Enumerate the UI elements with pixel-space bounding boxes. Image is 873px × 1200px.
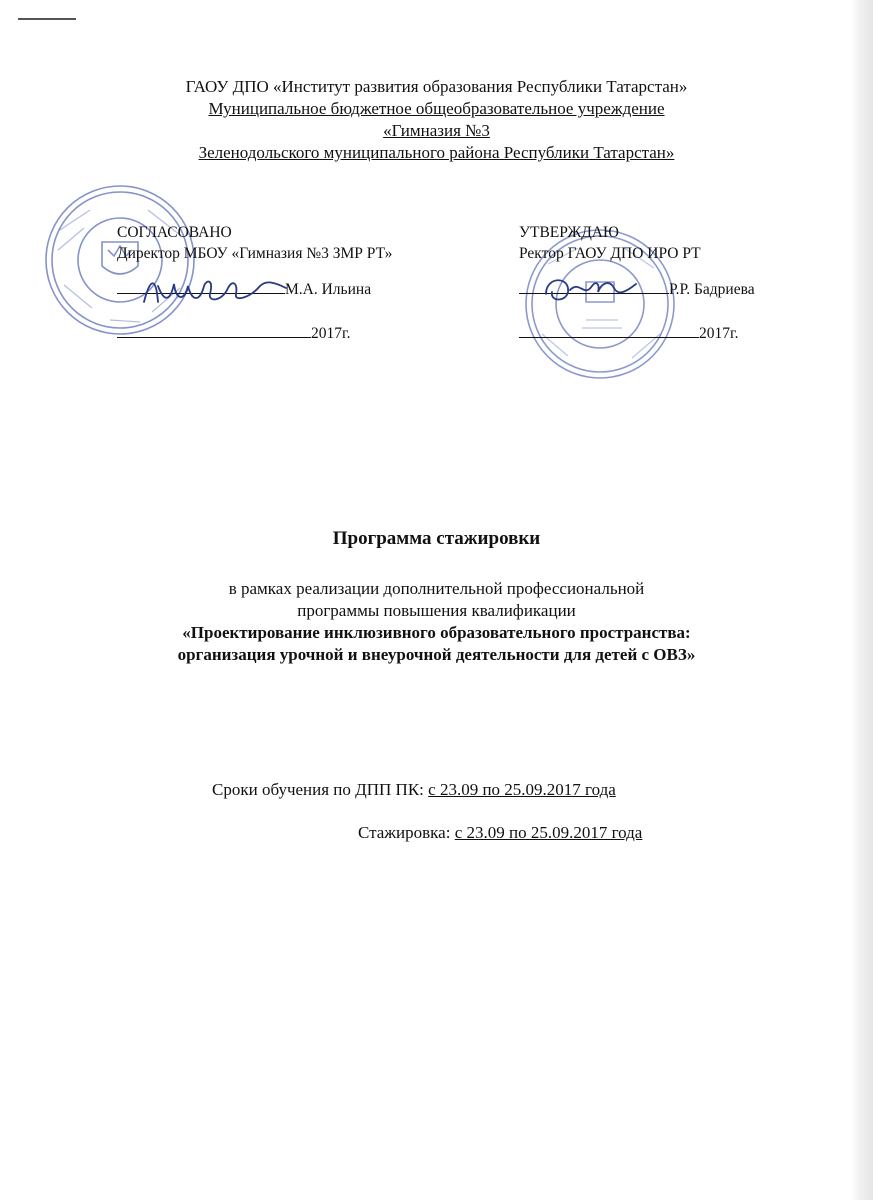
director-signature: [140, 272, 290, 312]
approval-heading-approved: УТВЕРЖДАЮ: [519, 224, 619, 241]
header-line-2: Муниципальное бюджетное общеобразовательное учреждение: [208, 99, 665, 118]
program-name-line-1: «Проектирование инклюзивного образовательного пространства:: [182, 623, 691, 642]
header-line-1: ГАОУ ДПО «Институт развития образования Республики Татарстан»: [185, 77, 688, 96]
rector-name: Р.Р. Бадриева: [669, 281, 755, 298]
program-description: [0, 578, 873, 666]
date-year-agreed: 2017г.: [311, 325, 351, 342]
study-period: [212, 780, 616, 800]
date-line-agreed: [117, 322, 350, 343]
date-blank: [519, 322, 699, 338]
approval-heading-agreed: СОГЛАСОВАНО: [117, 224, 232, 241]
header-line-3: «Гимназия №3: [383, 121, 490, 140]
study-period-label: Сроки обучения по ДПП ПК:: [212, 780, 429, 799]
date-blank: [117, 322, 311, 338]
header-line-4: Зеленодольского муниципального района Республики Татарстан»: [198, 143, 675, 162]
internship-period-value: с 23.09 по 25.09.2017 года: [454, 823, 643, 842]
approval-position-rector: Ректор ГАОУ ДПО ИРО РТ: [519, 245, 701, 262]
approval-position-director: Директор МБОУ «Гимназия №3 ЗМР РТ»: [117, 245, 393, 262]
document-header: [0, 76, 873, 164]
subtitle-line-2: программы повышения квалификации: [297, 601, 576, 620]
program-name-line-2: организация урочной и внеурочной деятельности для детей с ОВЗ»: [177, 645, 696, 664]
director-name: М.А. Ильина: [285, 281, 372, 298]
subtitle-line-1: в рамках реализации дополнительной профессиональной: [228, 579, 645, 598]
internship-period-label: Стажировка:: [358, 823, 455, 842]
study-period-value: с 23.09 по 25.09.2017 года: [428, 780, 616, 799]
rector-signature: [540, 270, 640, 308]
internship-period: [358, 823, 642, 843]
date-year-approved: 2017г.: [699, 325, 739, 342]
date-line-approved: [519, 322, 738, 343]
scan-artifact-mark: [18, 18, 76, 20]
document-title: Программа стажировки: [332, 528, 541, 549]
